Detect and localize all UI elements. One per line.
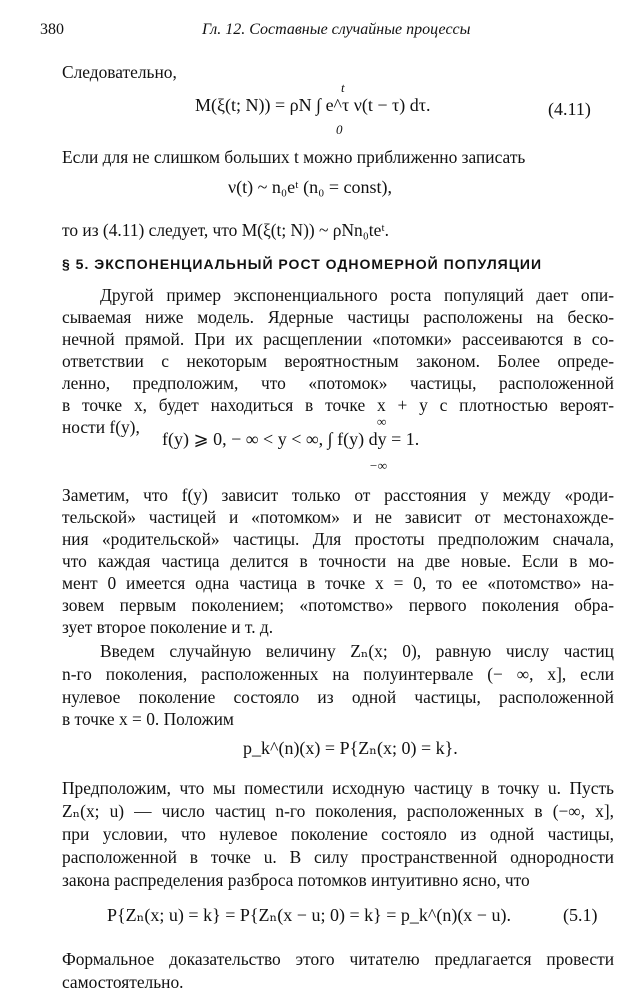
text-line: при условии, что нулевое поколение состояло из одной частицы,: [62, 824, 614, 844]
text-line: тельской» частицей и «потомком» и не зависит от местонахожде-: [62, 507, 614, 527]
section-title: § 5. ЭКСПОНЕНЦИАЛЬНЫЙ РОСТ ОДНОМЕРНОЙ ПОПУЛЯЦИИ: [62, 256, 543, 272]
text-line: n-го поколения, расположенных на полуинтервале (− ∞, x], если: [62, 664, 614, 684]
text-line: Введем случайную величину Zₙ(x; 0), равную числу частиц: [100, 641, 614, 661]
equation-number: (4.11): [548, 99, 591, 119]
text-line: в точке x, будет находиться в точке x + y с плотностью вероят-: [62, 395, 614, 415]
text-line: Следовательно,: [62, 62, 177, 82]
formula-approx: ν(t) ~ n₀eᵗ (n₀ = const),: [228, 177, 392, 197]
integral-upper-limit: t: [341, 80, 345, 95]
text-line: ности f(y),: [62, 417, 140, 437]
text-line: расположенной в точке u. В силу пространственной однородности: [62, 847, 614, 867]
text-line: ленно, предположим, что «потомок» частицы, расположенной: [62, 373, 614, 393]
text-line: то из (4.11) следует, что M(ξ(t; N)) ~ ρNn₀teᵗ.: [62, 220, 389, 240]
text-line: ответствии с некоторым вероятностным законом. Более опреде-: [62, 351, 614, 371]
text-line: нулевое поколение состояло из одной частицы, расположенной: [62, 687, 614, 707]
formula-density: f(y) ⩾ 0, − ∞ < y < ∞, ∫ f(y) dy = 1.: [162, 429, 420, 449]
text-line: закона распределения разброса потомков интуитивно ясно, что: [62, 870, 530, 890]
text-line: Формальное доказательство этого читателю предлагается провести: [62, 949, 614, 969]
integral-lower-limit: 0: [336, 122, 343, 137]
text-line: нечной прямой. При их расщеплении «потомки» рассеиваются в со-: [62, 329, 614, 349]
text-line: самостоятельно.: [62, 972, 184, 992]
text-line: зовем первым поколением; «потомство» первого поколения обра-: [62, 595, 614, 615]
text-line: Заметим, что f(y) зависит только от расстояния y между «роди-: [62, 485, 614, 505]
text-line: в точке x = 0. Положим: [62, 709, 234, 729]
equation-number: (5.1): [563, 905, 598, 925]
text-line: зует второе поколение и т. д.: [62, 617, 274, 637]
integral-lower-limit: −∞: [369, 458, 388, 473]
formula-pk: p_k^(n)(x) = P{Zₙ(x; 0) = k}.: [243, 738, 458, 758]
page-number: 380: [40, 21, 64, 38]
text-line: сываемая ниже модель. Ядерные частицы расположены на беско-: [62, 307, 614, 327]
text-line: Предположим, что мы поместили исходную частицу в точку u. Пусть: [62, 778, 614, 798]
running-header: Гл. 12. Составные случайные процессы: [202, 21, 471, 38]
integral-upper-limit: ∞: [377, 414, 387, 429]
text-line: Если для не слишком больших t можно приближенно записать: [62, 147, 526, 167]
formula-4-11: M(ξ(t; N)) = ρN ∫ e^τ ν(t − τ) dτ.: [195, 95, 431, 115]
text-line: ния «родительской» частицы. Для простоты предположим сначала,: [62, 529, 614, 549]
text-line: Другой пример экспоненциального роста популяций дает опи-: [100, 285, 614, 305]
formula-5-1: P{Zₙ(x; u) = k} = P{Zₙ(x − u; 0) = k} = p_k^(n)(x − u).: [107, 905, 511, 925]
text-line: Zₙ(x; u) — число частиц n-го поколения, расположенных в (−∞, x],: [62, 801, 614, 821]
text-line: мент 0 имеется одна частица в точке x = 0, то ее «потомство» на-: [62, 573, 614, 593]
text-line: что каждая частица делится в точности на две новые. Если в мо-: [62, 551, 614, 571]
